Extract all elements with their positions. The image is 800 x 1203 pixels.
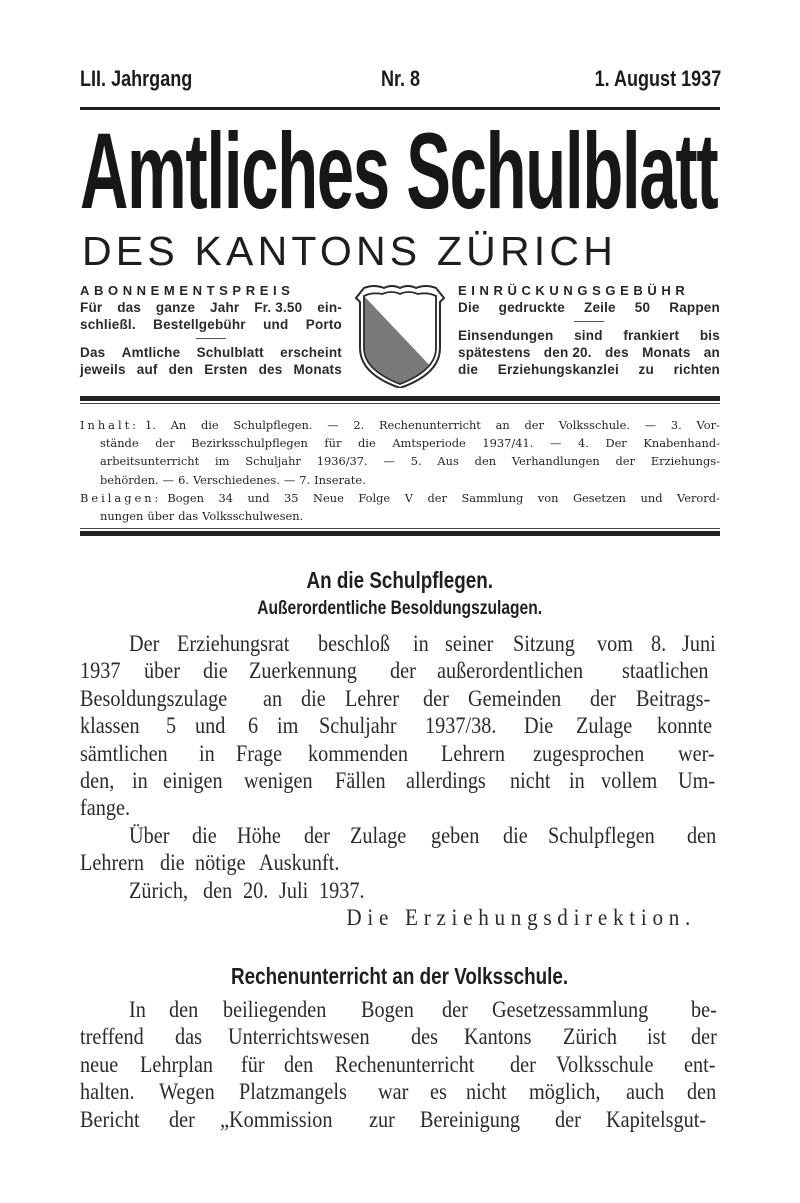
word: 20. xyxy=(243,877,269,903)
word: in xyxy=(132,767,148,793)
word: und xyxy=(640,490,663,505)
word: in xyxy=(569,767,586,793)
word: arbeitsunterricht xyxy=(100,454,200,469)
word: Schulpflegen. xyxy=(233,418,313,432)
word: Unterrichtswesen xyxy=(227,1024,370,1050)
word: Gesetzessammlung xyxy=(492,997,649,1022)
word: den xyxy=(474,454,497,469)
word: stände xyxy=(100,436,139,451)
word: be- xyxy=(690,997,717,1022)
issue-number: Nr. 8 xyxy=(380,66,421,91)
word: den xyxy=(284,1051,314,1077)
word: nicht xyxy=(465,1079,507,1105)
info-divider xyxy=(574,321,604,322)
word: 1937 xyxy=(80,658,121,684)
word: Auskunft. xyxy=(259,850,340,876)
word: Platzmangels xyxy=(238,1079,347,1105)
word: „Kommission xyxy=(220,1106,333,1132)
word: geben xyxy=(431,822,480,848)
word: Die xyxy=(458,300,480,315)
word: Erziehungsrat xyxy=(176,631,290,656)
word: möglich, xyxy=(528,1079,600,1105)
word: Lehrern xyxy=(80,850,145,876)
word: ganze xyxy=(155,300,196,315)
info-line xyxy=(458,299,720,316)
word: allerdings xyxy=(406,767,487,793)
word: Für xyxy=(80,300,103,315)
contents-line xyxy=(80,416,720,434)
word: Das xyxy=(80,345,106,360)
contents-label: Inhalt: xyxy=(80,418,140,432)
word: auch xyxy=(626,1079,665,1105)
word: gedruckte xyxy=(498,300,565,315)
word: 8. xyxy=(650,631,667,656)
word: Knabenhand- xyxy=(643,436,720,451)
body-line xyxy=(80,1078,720,1105)
info-line xyxy=(458,361,720,378)
supplements-label: Beilagen: xyxy=(80,490,162,505)
word: nicht xyxy=(510,767,551,793)
word: beiliegenden xyxy=(222,997,327,1022)
word: Bestellgebühr xyxy=(153,317,246,332)
word: Bogen xyxy=(361,997,415,1022)
word: wer- xyxy=(678,740,715,766)
body-line xyxy=(80,630,720,657)
word: zur xyxy=(369,1106,396,1132)
word: Fällen xyxy=(335,767,387,793)
info-line xyxy=(458,327,720,344)
word: der xyxy=(510,1051,536,1077)
word: klassen xyxy=(80,713,140,739)
word: Verhandlungen xyxy=(511,454,600,469)
word: das xyxy=(117,300,142,315)
word: schließl. xyxy=(80,317,136,332)
word: Lehrplan xyxy=(140,1051,214,1077)
word: der xyxy=(590,685,617,711)
word: — xyxy=(283,472,296,487)
word: Sammlung xyxy=(461,490,524,505)
word: war xyxy=(378,1079,409,1105)
word: Lehrer xyxy=(345,685,400,711)
issue-line xyxy=(80,66,722,96)
word: das xyxy=(174,1024,202,1050)
word: des xyxy=(258,362,283,377)
word: und xyxy=(195,713,226,739)
word: der xyxy=(690,1024,717,1050)
word: Kantons xyxy=(463,1024,532,1050)
word: Besoldungszulage xyxy=(80,685,228,711)
word: Amtsperiode xyxy=(392,436,466,451)
word: die xyxy=(458,362,479,377)
body-line xyxy=(80,849,720,876)
word: Rechenunterricht xyxy=(378,418,481,432)
word: Vor- xyxy=(696,418,720,432)
article-subtitle: Außerordentliche Besoldungszulagen. xyxy=(257,598,543,619)
article-title: An die Schulpflegen. xyxy=(306,567,494,593)
body-line xyxy=(80,794,720,821)
body-line xyxy=(80,877,720,904)
word: Zuerkennung xyxy=(249,658,358,684)
word: die xyxy=(203,658,228,684)
shield-icon xyxy=(352,282,448,388)
contents-line xyxy=(80,434,720,452)
word: Erziehungs- xyxy=(650,454,720,469)
word: Erziehungskanzlei xyxy=(497,362,619,377)
word: den xyxy=(203,877,233,903)
word: für xyxy=(324,436,342,451)
word: halten. xyxy=(80,1079,135,1105)
word: nötige xyxy=(194,850,246,876)
word: — xyxy=(162,472,175,487)
body-line xyxy=(80,1023,720,1050)
word: Der xyxy=(129,631,160,656)
word: In xyxy=(129,997,146,1022)
word: zugesprochen xyxy=(532,740,644,766)
signature-line xyxy=(80,904,720,931)
word: Volksschule. xyxy=(558,418,631,432)
word: Schulpflegen xyxy=(548,822,656,848)
word: Juli xyxy=(279,877,309,903)
word: beschloß xyxy=(318,631,391,656)
word: der xyxy=(155,436,175,451)
word: Ersten xyxy=(204,362,248,377)
word: Aus xyxy=(437,454,459,469)
word: 2. xyxy=(353,418,365,432)
info-line xyxy=(458,344,720,361)
word: nungen xyxy=(100,509,144,524)
body-line xyxy=(80,712,720,739)
word: kommenden xyxy=(307,740,408,766)
word: 4. xyxy=(577,436,589,451)
word: jeweils xyxy=(80,362,126,377)
word: der xyxy=(169,1106,196,1132)
word: der xyxy=(555,1106,582,1132)
word: in xyxy=(198,740,215,766)
word: außerordentlichen xyxy=(437,658,584,684)
body-line xyxy=(80,740,720,767)
word: Einsendungen xyxy=(458,328,554,343)
word: Beitrags- xyxy=(635,685,710,711)
word: ein- xyxy=(317,300,342,315)
word: das xyxy=(178,509,199,524)
word: Schuljahr xyxy=(245,454,301,469)
advertising-heading: EINRÜCKUNGSGEBÜHR xyxy=(458,283,690,298)
word: den 20. xyxy=(543,345,592,360)
word: 5 xyxy=(165,713,176,739)
word: — xyxy=(549,436,562,451)
word: Verord- xyxy=(677,490,720,505)
word: der xyxy=(524,418,544,432)
word: der xyxy=(422,685,449,711)
section-rule xyxy=(80,528,720,536)
word: Rappen xyxy=(669,300,720,315)
word: neue xyxy=(80,1051,119,1077)
word: Neue xyxy=(313,490,344,505)
body-line xyxy=(80,822,720,849)
word: Volksschulwesen. xyxy=(202,509,304,524)
word: 1937/41. xyxy=(482,436,534,451)
contents-line xyxy=(80,452,720,470)
word: vom xyxy=(596,631,633,656)
word: Zeile xyxy=(584,300,616,315)
word: ist xyxy=(646,1024,666,1050)
word: Über xyxy=(129,822,170,848)
word: sind xyxy=(574,328,603,343)
body-line xyxy=(80,1106,720,1133)
body-line xyxy=(80,657,720,684)
word: 50 xyxy=(634,300,651,315)
word: im xyxy=(214,454,230,469)
word: über xyxy=(147,509,175,524)
article-body xyxy=(80,996,720,1133)
word: den xyxy=(686,822,716,848)
publication-subtitle: DES KANTONS ZÜRICH xyxy=(82,228,618,274)
word: Zürich xyxy=(562,1024,617,1050)
word: Um- xyxy=(677,767,715,793)
contents-line xyxy=(80,489,720,507)
word: einigen xyxy=(163,767,223,793)
word: konnte xyxy=(657,713,713,739)
word: Bogen xyxy=(167,490,205,505)
word: — xyxy=(383,454,395,469)
info-line xyxy=(80,316,342,333)
word: Bezirksschulpflegen xyxy=(191,436,308,451)
word: 5. xyxy=(410,454,422,469)
word: — xyxy=(327,418,339,432)
word: zu xyxy=(638,362,654,377)
signature: Die Erziehungsdirektion. xyxy=(346,904,696,930)
word: es xyxy=(429,1079,447,1105)
word: und xyxy=(263,317,289,332)
word: Sitzung xyxy=(512,631,575,656)
word: 7. xyxy=(299,472,311,487)
word: 6 xyxy=(247,713,258,739)
word: an xyxy=(703,345,720,360)
word: die xyxy=(192,822,217,848)
word: Frage xyxy=(236,740,283,766)
body-line xyxy=(80,767,720,794)
word: Lehrern xyxy=(440,740,505,766)
word: Zürich, xyxy=(129,877,189,903)
word: Porto xyxy=(305,317,342,332)
word: spätestens xyxy=(458,345,531,360)
table-of-contents xyxy=(80,416,720,525)
word: Kapitelsgut- xyxy=(606,1106,707,1132)
word: der xyxy=(615,454,635,469)
word: Rechenunterricht xyxy=(334,1051,474,1077)
word: die xyxy=(159,850,185,876)
word: sämtlichen xyxy=(80,740,168,766)
word: über xyxy=(144,658,181,684)
word: Monats xyxy=(642,345,691,360)
body-line xyxy=(80,996,720,1023)
word: Der xyxy=(605,436,627,451)
word: seiner xyxy=(444,631,493,656)
word: 1. xyxy=(145,418,156,432)
word: der xyxy=(442,997,468,1022)
word: staatlichen xyxy=(621,658,709,684)
word: Gesetzen xyxy=(572,490,627,505)
word: die xyxy=(358,436,376,451)
word: Fr. 3.50 xyxy=(254,300,303,315)
word: 6. xyxy=(178,472,189,487)
word: die xyxy=(200,418,219,432)
word: in xyxy=(413,631,429,656)
word: Bereinigung xyxy=(420,1106,521,1132)
word: 1937/38. xyxy=(425,713,497,739)
word: Schuljahr xyxy=(319,713,397,739)
word: Die xyxy=(524,713,554,739)
word: der xyxy=(427,490,447,505)
word: richten xyxy=(673,362,720,377)
word: auf xyxy=(136,362,158,377)
word: — xyxy=(644,418,657,432)
word: fange. xyxy=(80,795,131,821)
word: 3. xyxy=(670,418,682,432)
info-line xyxy=(80,344,342,361)
word: frankiert xyxy=(623,328,680,343)
word: 1937. xyxy=(319,877,365,903)
info-line xyxy=(80,361,342,378)
word: Bericht xyxy=(80,1106,140,1132)
word: die xyxy=(503,822,528,848)
word: vollem xyxy=(600,767,657,793)
word: den xyxy=(686,1079,716,1105)
word: von xyxy=(537,490,559,505)
word: 1936/37. xyxy=(316,454,368,469)
word: Jahr xyxy=(210,300,240,315)
word: den xyxy=(168,362,194,377)
word: Monats xyxy=(293,362,342,377)
body-line xyxy=(80,1051,720,1078)
word: Wegen xyxy=(158,1079,215,1105)
contents-line xyxy=(80,471,720,489)
word: An xyxy=(170,418,187,432)
subscription-info xyxy=(80,282,342,378)
section-rule xyxy=(80,396,720,404)
word: der xyxy=(390,658,416,684)
word: Amtliche xyxy=(121,345,181,360)
word: Folge xyxy=(358,490,391,505)
contents-words xyxy=(145,416,720,434)
word: behörden. xyxy=(100,472,159,487)
contents-line xyxy=(80,507,720,525)
publication-title: Amtliches Schulblatt xyxy=(80,110,718,231)
word: 35 xyxy=(284,490,299,505)
word: Volksschule xyxy=(556,1051,654,1077)
body-line xyxy=(80,685,720,712)
info-line xyxy=(80,299,342,316)
article-title: Rechenunterricht an der Volksschule. xyxy=(231,963,569,989)
word: der xyxy=(303,822,330,848)
word: 34 xyxy=(218,490,234,505)
word: wenigen xyxy=(244,767,313,793)
advertising-info xyxy=(458,282,720,378)
issue-date: 1. August 1937 xyxy=(594,66,722,91)
word: und xyxy=(247,490,270,505)
word: den, xyxy=(80,767,115,793)
contents-words xyxy=(167,489,720,507)
word: Gemeinden xyxy=(468,685,562,711)
word: Verschiedenes. xyxy=(192,472,280,487)
word: im xyxy=(276,713,299,739)
issue-volume: LII. Jahrgang xyxy=(80,66,193,91)
zurich-coat-of-arms xyxy=(352,282,448,388)
word: erscheint xyxy=(280,345,342,360)
word: Zulage xyxy=(575,713,632,739)
word: ent- xyxy=(684,1051,716,1077)
word: V xyxy=(404,490,413,505)
word: für xyxy=(240,1051,265,1077)
article-body xyxy=(80,630,720,931)
word: treffend xyxy=(80,1024,144,1050)
subscription-heading: ABONNEMENTSPREIS xyxy=(80,283,295,298)
document-page xyxy=(80,0,720,1203)
masthead-title xyxy=(80,111,720,231)
word: an xyxy=(495,418,510,432)
word: an xyxy=(263,685,283,711)
word: des xyxy=(604,345,629,360)
word: bis xyxy=(699,328,720,343)
word: den xyxy=(168,997,199,1022)
word: Schulblatt xyxy=(196,345,264,360)
word: des xyxy=(410,1024,438,1050)
word: Inserate. xyxy=(314,472,366,487)
word: Höhe xyxy=(237,822,281,848)
info-divider xyxy=(196,338,226,339)
word: Zulage xyxy=(350,822,407,848)
word: Juni xyxy=(681,631,716,656)
word: die xyxy=(301,685,326,711)
